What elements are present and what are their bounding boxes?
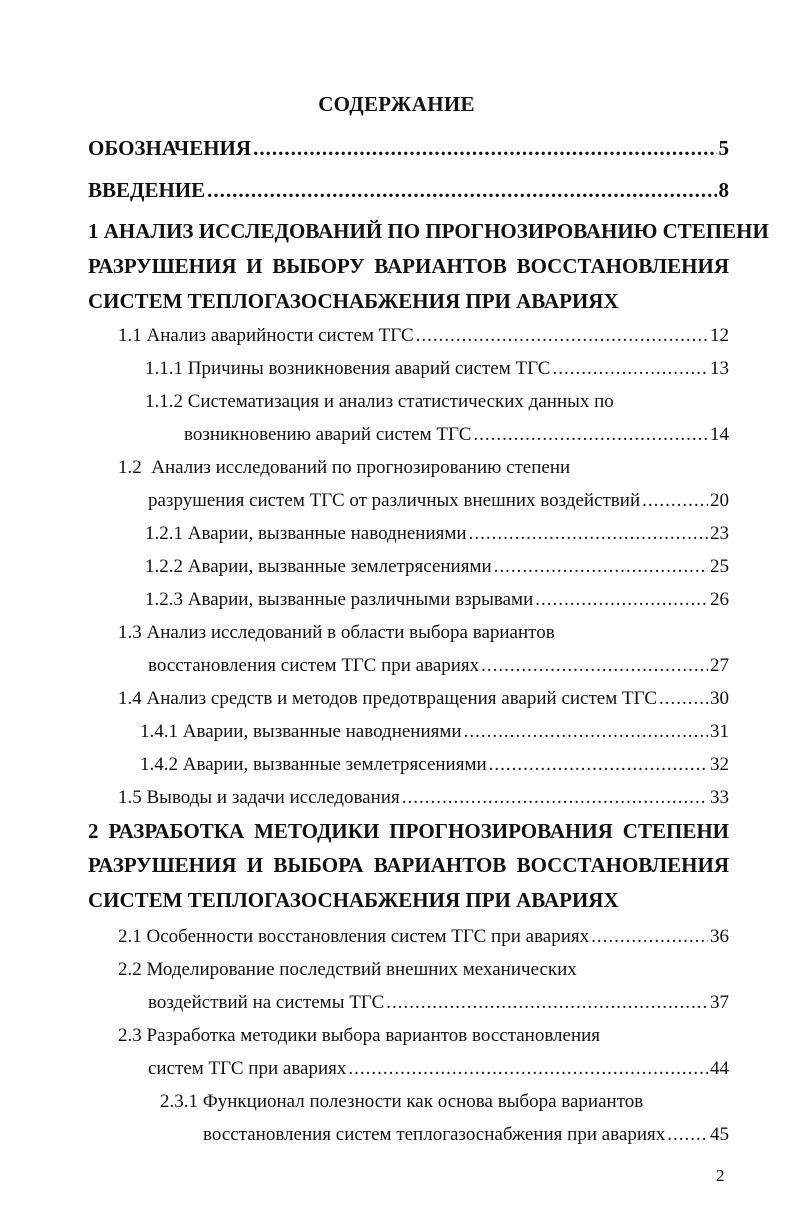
toc-entry-text: ОБОЗНАЧЕНИЯ [88,136,252,160]
toc-entry-1-1[interactable] [118,325,729,347]
dot-leader [402,787,708,809]
dot-leader [489,754,708,776]
dot-leader [469,523,708,545]
dot-leader [207,178,716,203]
toc-entry-1-4[interactable] [118,688,729,710]
toc-entry-1-3-line-1: 1.3 Анализ исследований в области выбора вариантов [118,622,555,643]
toc-entry-1-4-2[interactable] [140,754,729,776]
dot-leader [494,556,708,578]
chapter-1-heading-line-1: 1 АНАЛИЗ ИССЛЕДОВАНИЙ ПО ПРОГНОЗИРОВАНИЮ СТЕПЕНИ [88,219,769,243]
toc-page-number: 26 [710,589,729,610]
dot-leader [667,1124,708,1146]
toc-entry-2-3-line-1: 2.3 Разработка методики выбора вариантов восстановления [118,1025,601,1046]
toc-entry-text: возникновению аварий систем ТГС [184,424,472,445]
chapter-1-heading-line-3: СИСТЕМ ТЕПЛОГАЗОСНАБЖЕНИЯ ПРИ АВАРИЯХ [88,289,619,313]
toc-page-number: 5 [718,136,729,160]
toc-entry-2-3-1[interactable] [203,1124,729,1146]
toc-entry-1-2-1[interactable] [145,523,729,545]
dot-leader [535,589,708,611]
toc-entry-introduction[interactable] [88,178,729,203]
dot-leader [348,1058,708,1080]
toc-entry-1-5[interactable] [118,787,729,809]
toc-entry-2-3-1-line-1: 2.3.1 Функционал полезности как основа выбора вариантов [160,1091,644,1112]
toc-page-number: 27 [710,655,729,676]
toc-page-number: 31 [710,721,729,742]
toc-entry-text: систем ТГС при авариях [148,1058,347,1079]
toc-entry-1-2-line-1: 1.2 Анализ исследований по прогнозированию степени [118,457,571,478]
toc-entry-text: восстановления систем теплогазоснабжения при авариях [203,1124,666,1145]
dot-leader [659,688,708,710]
toc-page-number: 36 [710,926,729,947]
toc-entry-text: 1.1.1 Причины возникновения аварий систем ТГС [145,358,551,379]
dot-leader [591,926,708,948]
toc-entry-text: 1.2.1 Аварии, вызванные наводнениями [145,523,467,544]
toc-entry-text: воздействий на системы ТГС [148,992,385,1013]
toc-entry-text: 2.1 Особенности восстановления систем ТГС при авариях [118,926,590,947]
toc-entry-text: восстановления систем ТГС при авариях [148,655,480,676]
toc-page-number: 14 [710,424,729,445]
dot-leader [552,358,708,380]
toc-entry-text: 1.5 Выводы и задачи исследования [118,787,400,808]
page-title: СОДЕРЖАНИЕ [318,92,475,116]
toc-entry-2-1[interactable] [118,926,729,948]
toc-entry-1-2[interactable] [148,490,729,512]
toc-entry-2-2[interactable] [148,992,729,1014]
toc-page-number: 30 [710,688,729,709]
toc-entry-1-1-2-line-1: 1.1.2 Систематизация и анализ статистических данных по [145,391,614,412]
toc-entry-1-2-3[interactable] [145,589,729,611]
chapter-2-heading-line-3: СИСТЕМ ТЕПЛОГАЗОСНАБЖЕНИЯ ПРИ АВАРИЯХ [88,888,619,912]
toc-page-number: 33 [710,787,729,808]
toc-entry-2-2-line-1: 2.2 Моделирование последствий внешних механических [118,959,577,980]
toc-entry-1-1-2[interactable] [184,424,729,446]
toc-entry-text: разрушения систем ТГС от различных внешних воздействий [148,490,641,511]
toc-page-number: 12 [710,325,729,346]
dot-leader [481,655,708,677]
toc-page-number: 25 [710,556,729,577]
toc-entry-1-4-1[interactable] [140,721,729,743]
toc-page-number: 20 [710,490,729,511]
toc-entry-1-2-2[interactable] [145,556,729,578]
chapter-1-heading-line-2: РАЗРУШЕНИЯ И ВЫБОРУ ВАРИАНТОВ ВОССТАНОВЛЕНИЯ [88,254,729,278]
toc-page-number: 44 [710,1058,729,1079]
toc-page-number: 8 [718,178,729,202]
toc-entry-2-3[interactable] [148,1058,729,1080]
toc-page-number: 45 [710,1124,729,1145]
toc-page-number: 32 [710,754,729,775]
chapter-2-heading-line-2: РАЗРУШЕНИЯ И ВЫБОРА ВАРИАНТОВ ВОССТАНОВЛЕНИЯ [88,853,729,877]
toc-entry-1-3[interactable] [148,655,729,677]
toc-page-number: 13 [710,358,729,379]
chapter-2-heading-line-1: 2 РАЗРАБОТКА МЕТОДИКИ ПРОГНОЗИРОВАНИЯ СТЕПЕНИ [88,819,729,843]
dot-leader [464,721,708,743]
toc-page-number: 37 [710,992,729,1013]
dot-leader [416,325,708,347]
toc-entry-1-1-1[interactable] [145,358,729,380]
dot-leader [642,490,708,512]
toc-entry-text: 1.2.2 Аварии, вызванные землетрясениями [145,556,492,577]
dot-leader [473,424,708,446]
page-number: 2 [716,1166,725,1185]
toc-entry-text: 1.4.1 Аварии, вызванные наводнениями [140,721,462,742]
dot-leader [253,136,716,161]
toc-entry-text: ВВЕДЕНИЕ [88,178,206,202]
toc-page-number: 23 [710,523,729,544]
toc-entry-text: 1.1 Анализ аварийности систем ТГС [118,325,414,346]
toc-entry-text: 1.4 Анализ средств и методов предотвращения аварий систем ТГС [118,688,657,709]
toc-entry-text: 1.2.3 Аварии, вызванные различными взрывами [145,589,534,610]
toc-entry-notations[interactable] [88,136,729,161]
dot-leader [386,992,708,1014]
toc-entry-text: 1.4.2 Аварии, вызванные землетрясениями [140,754,487,775]
